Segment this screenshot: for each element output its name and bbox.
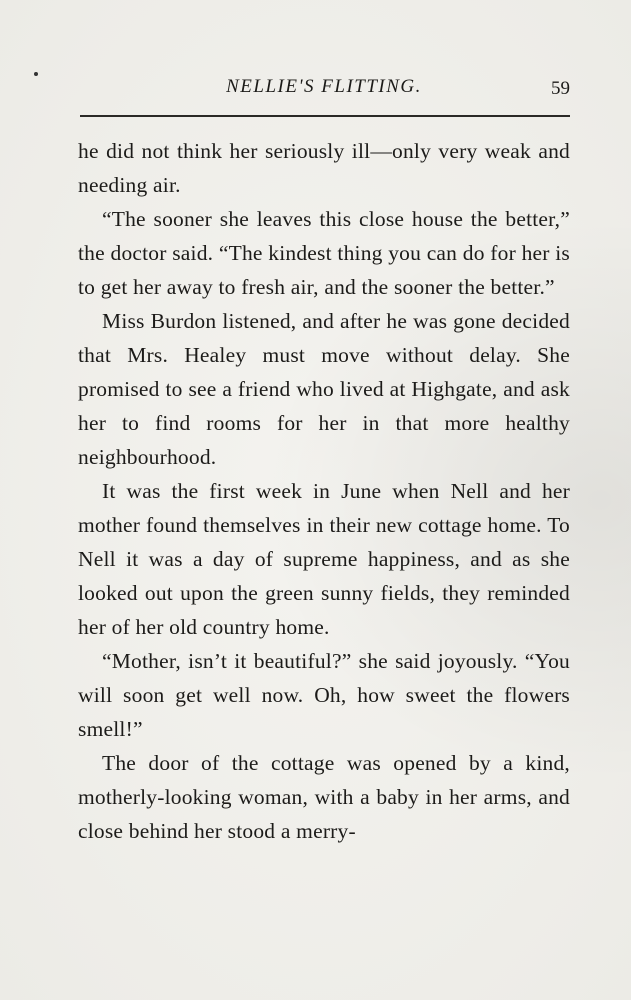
header-rule	[80, 115, 570, 117]
paragraph: “Mother, isn’t it beautiful?” she said joyously. “You will soon get well now. Oh, how sweet the flowers smell!”	[78, 649, 570, 741]
paragraph: The door of the cottage was opened by a kind, motherly-looking woman, with a baby in her arms, and close behind her stood a merry-	[78, 751, 570, 843]
running-head	[78, 74, 570, 102]
body-text	[78, 134, 570, 848]
running-head-title: NELLIE'S FLITTING.	[226, 76, 422, 97]
paragraph: “The sooner she leaves this close house the better,” the doctor said. “The kindest thing you can do for her is to get her away to fresh air, and the sooner the better.”	[78, 207, 570, 299]
paragraph: It was the first week in June when Nell and her mother found themselves in their new cottage home. To Nell it was a day of supreme happiness, and as she looked out upon the green sunny fields, they reminded her of her old country home.	[78, 479, 570, 639]
page-number: 59	[551, 78, 570, 99]
paragraph: Miss Burdon listened, and after he was gone decided that Mrs. Healey must move without delay. She promised to see a friend who lived at Highgate, and ask her to find rooms for her in that more healthy neighbourhood.	[78, 309, 570, 469]
paragraph: he did not think her seriously ill—only very weak and needing air.	[78, 139, 570, 197]
print-speck	[34, 72, 38, 76]
